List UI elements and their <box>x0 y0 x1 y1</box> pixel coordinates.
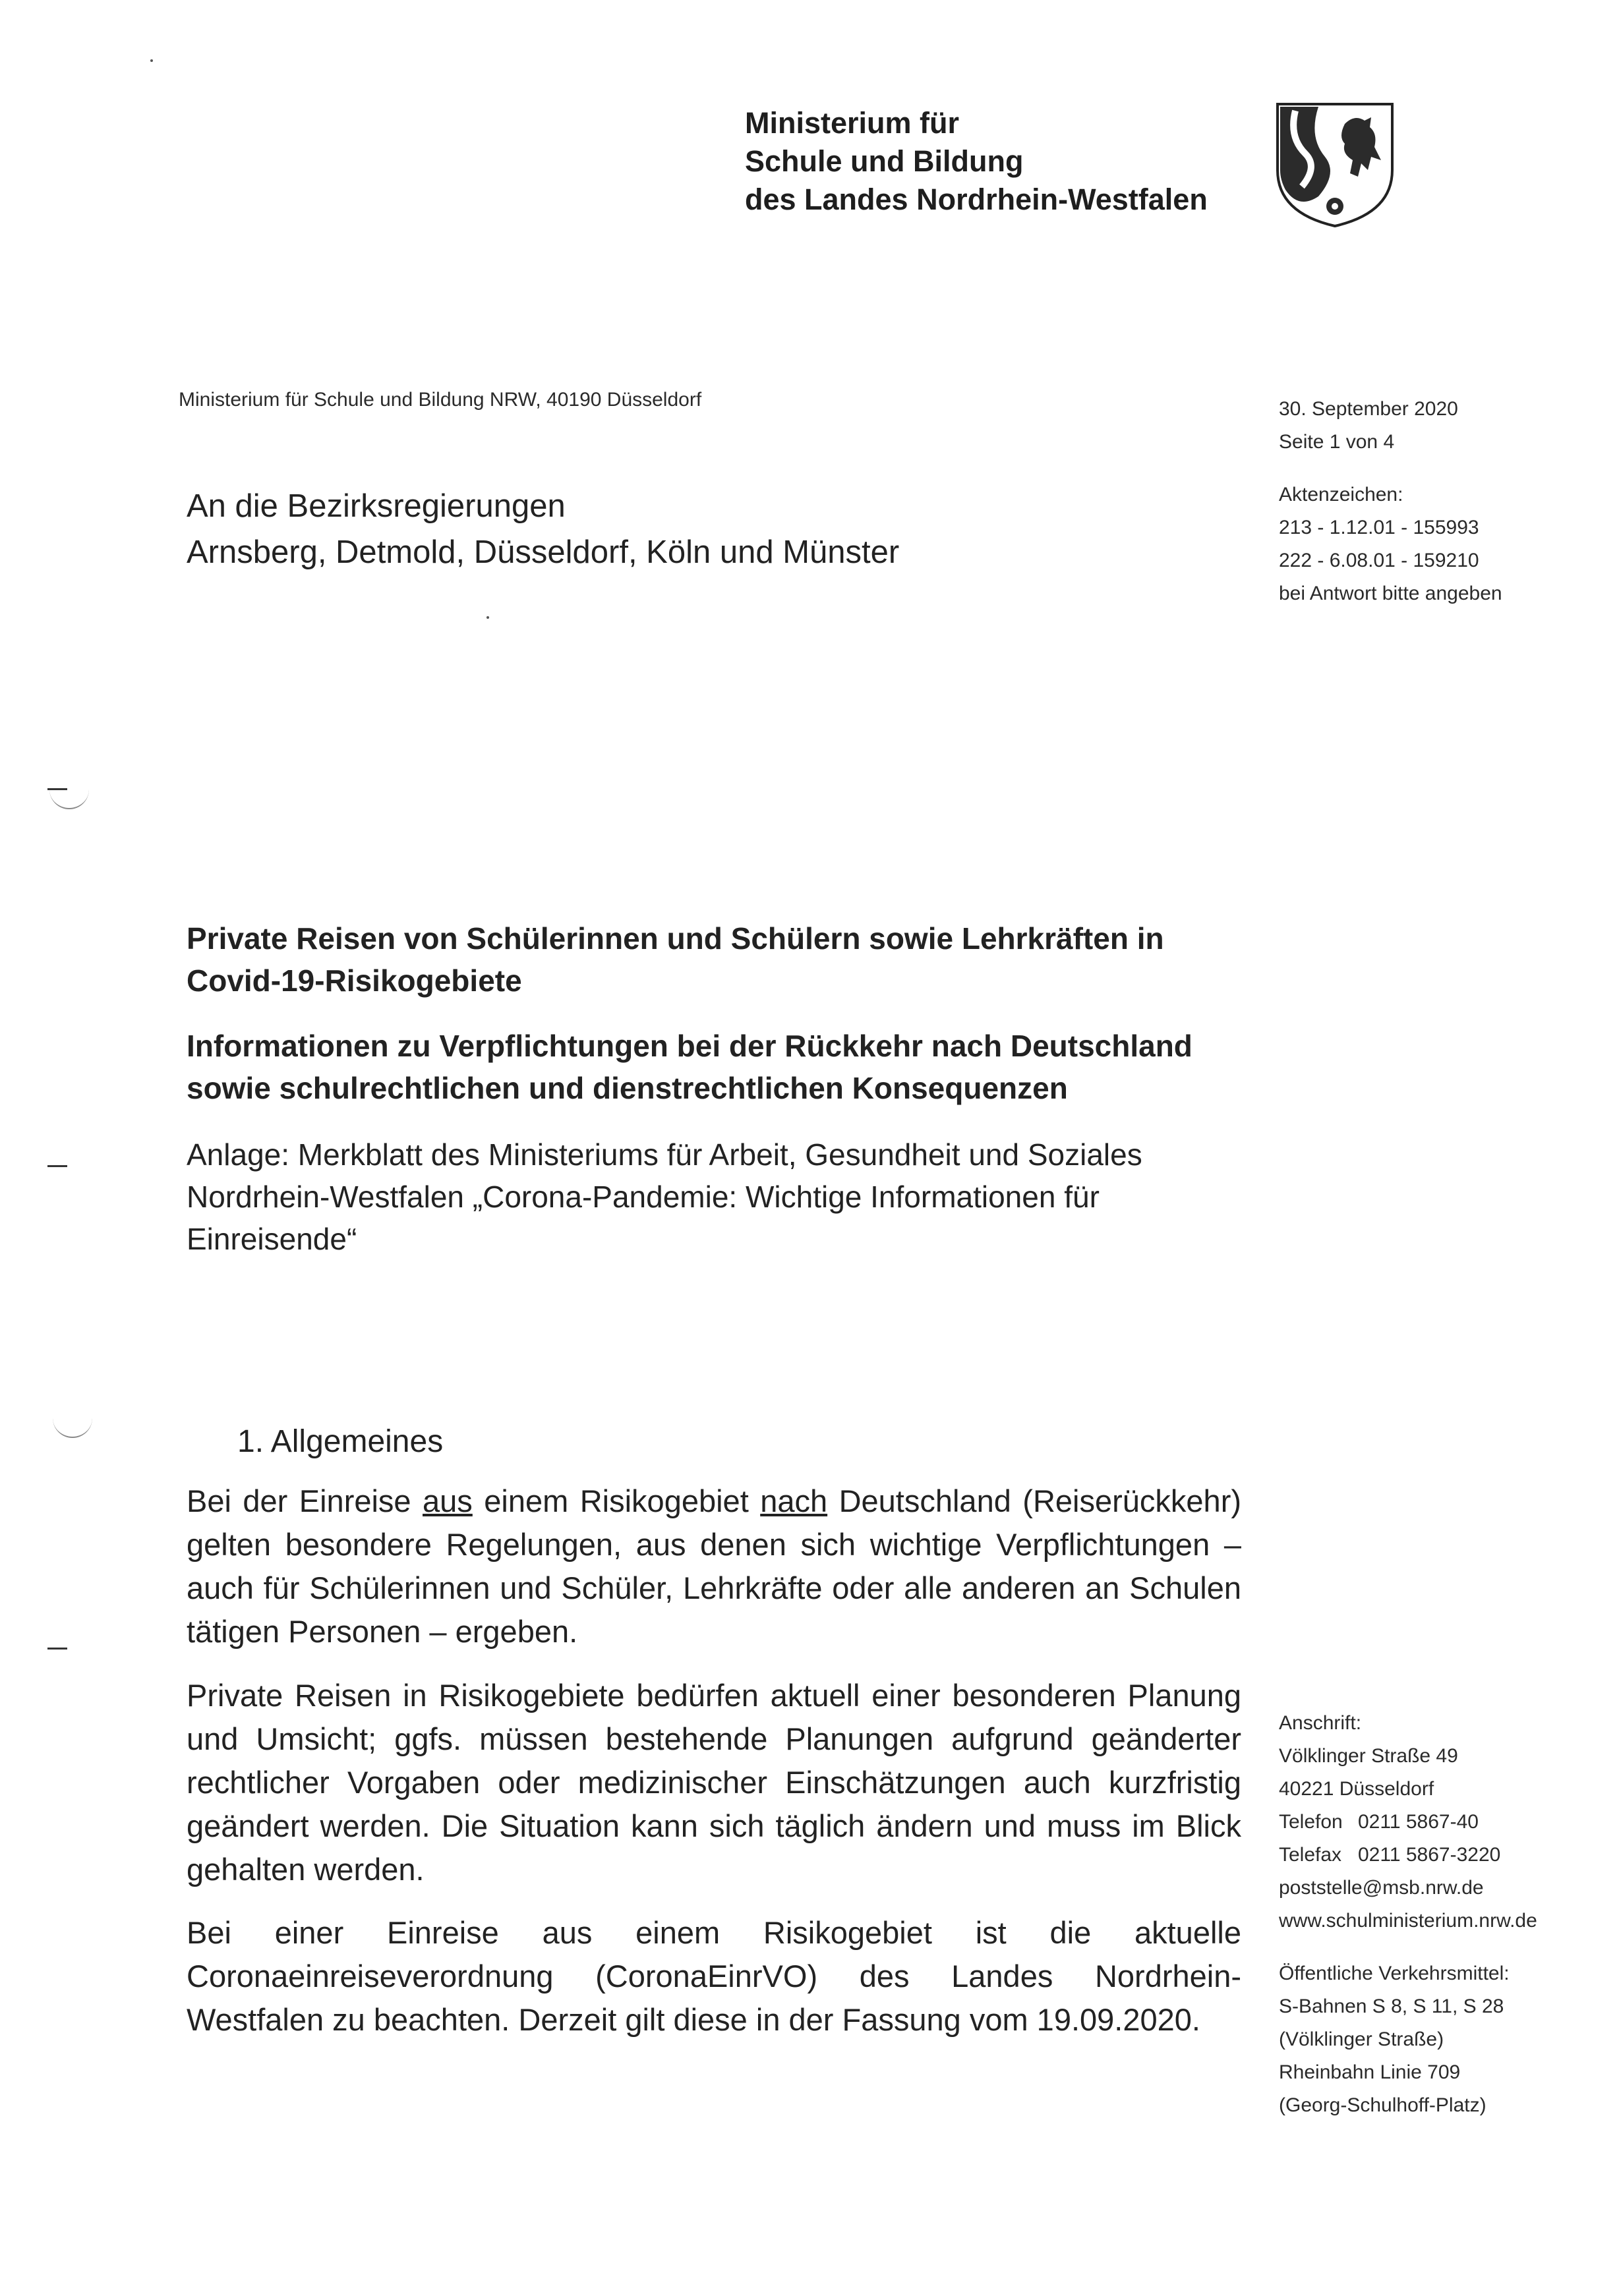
aktenzeichen-label: Aktenzeichen: <box>1279 484 1403 505</box>
address-street: Völklinger Straße 49 <box>1279 1745 1458 1767</box>
aktenzeichen-note: bei Antwort bitte angeben <box>1279 583 1502 604</box>
website-link[interactable]: www.schulministerium.nrw.de <box>1279 1910 1537 1932</box>
paragraph-1 <box>187 1479 1241 1653</box>
recipient-line-1: An die Bezirksregierungen <box>187 488 566 524</box>
phone-row <box>1279 1806 1537 1839</box>
phone-label: Telefon <box>1279 1811 1343 1833</box>
subject-subtitle: Informationen zu Verpflichtungen bei der Rückkehr nach Deutschland sowie schulrechtlichen und dienstrechtlichen Konsequenzen <box>187 1029 1192 1105</box>
transport-label: Öffentliche Verkehrsmittel: <box>1279 1963 1510 1984</box>
recipient <box>187 483 899 575</box>
scan-speck <box>150 59 153 62</box>
email-link[interactable]: poststelle@msb.nrw.de <box>1279 1877 1484 1899</box>
paragraph-3: Bei einer Einreise aus einem Risikogebiet ist die aktuelle Coronaeinreiseverordnung (CoronaEinrVO) des Landes Nordrhein-Westfalen zu beachten. Derzeit gilt diese in der Fassung vom 19.09.2020. <box>187 1915 1241 2037</box>
fax-number: 0211 5867-3220 <box>1358 1844 1501 1866</box>
letterhead-line-1: Ministerium für <box>745 106 960 140</box>
scan-speck <box>486 616 489 619</box>
paragraph-1-underlined-nach: nach <box>760 1483 828 1518</box>
paragraph-1-text-a: Bei der Einreise <box>187 1483 423 1518</box>
paragraph-1-text-c: Deutschland (Reiserückkehr) gelten besondere Regelungen, aus denen sich wichtige Verpflichtungen – auch für Schülerinnen und Schüler, Lehrkräfte oder alle anderen an Schulen tätigen Personen – ergeben. <box>187 1483 1241 1649</box>
fold-mark-middle <box>47 1165 67 1167</box>
sender-line: Ministerium für Schule und Bildung NRW, 40190 Düsseldorf <box>179 389 702 411</box>
page-number: Seite 1 von 4 <box>1279 431 1395 453</box>
letter-date: 30. September 2020 <box>1279 398 1458 420</box>
phone-number: 0211 5867-40 <box>1358 1811 1479 1833</box>
paragraph-1-text-b: einem Risikogebiet <box>472 1483 761 1518</box>
address-label: Anschrift: <box>1279 1712 1362 1734</box>
address-block <box>1279 1707 1537 2122</box>
punch-mark-bottom <box>53 1417 92 1438</box>
nrw-crest-logo <box>1272 98 1398 229</box>
transport-line-1: S-Bahnen S 8, S 11, S 28 <box>1279 1995 1504 2017</box>
letterhead-line-3: des Landes Nordrhein-Westfalen <box>745 183 1208 216</box>
paragraph-1-underlined-aus: aus <box>423 1483 473 1518</box>
transport-line-3: Rheinbahn Linie 709 <box>1279 2061 1461 2083</box>
letterhead-line-2: Schule und Bildung <box>745 144 1024 178</box>
recipient-line-2: Arnsberg, Detmold, Düsseldorf, Köln und Münster <box>187 534 900 570</box>
punch-mark-top <box>49 788 89 809</box>
letter-meta <box>1279 393 1502 610</box>
attachment-note: Anlage: Merkblatt des Ministeriums für Arbeit, Gesundheit und Soziales Nordrhein-Westfalen „Corona-Pandemie: Wichtige Informationen für Einreisende“ <box>187 1137 1142 1256</box>
paragraph-2: Private Reisen in Risikogebiete bedürfen aktuell einer besonderen Planung und Umsicht; ggfs. müssen bestehende Planungen aufgrund geänderter rechtlicher Vorgaben oder medizinischer Einschätzungen auch kurzfristig geändert werden. Die Situation kann sich täglich ändern und muss im Blick gehalten werden. <box>187 1678 1241 1887</box>
aktenzeichen-1: 213 - 1.12.01 - 155993 <box>1279 517 1479 538</box>
address-city: 40221 Düsseldorf <box>1279 1778 1434 1800</box>
subject-title: Private Reisen von Schülerinnen und Schülern sowie Lehrkräften in Covid-19-Risikogebiete <box>187 921 1164 998</box>
fax-label: Telefax <box>1279 1844 1342 1866</box>
transport-line-4: (Georg-Schulhoff-Platz) <box>1279 2094 1487 2116</box>
aktenzeichen-2: 222 - 6.08.01 - 159210 <box>1279 550 1479 571</box>
letterhead <box>745 104 1208 219</box>
fax-row <box>1279 1839 1537 1872</box>
transport-line-2: (Völklinger Straße) <box>1279 2028 1444 2050</box>
fold-mark-bottom <box>47 1648 67 1650</box>
section-heading: 1. Allgemeines <box>237 1424 444 1459</box>
